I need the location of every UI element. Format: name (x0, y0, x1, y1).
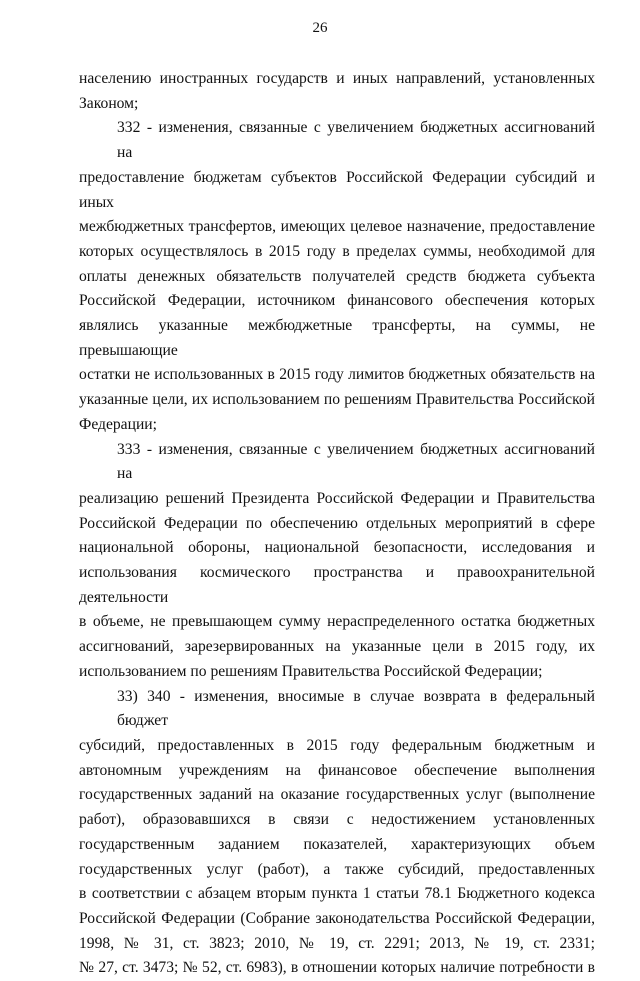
text-line: остатки не использованных в 2015 году лимитов бюджетных обязательств на (79, 366, 595, 384)
text-line: 332 - изменения, связанные с увеличением бюджетных ассигнований на (117, 119, 595, 162)
text-line: национальной обороны, национальной безопасности, исследования и (79, 539, 595, 557)
text-line: работ), образовавшихся в связи с недостижением установленных (79, 811, 595, 829)
text-line: Федерации; (79, 415, 157, 433)
text-line: предоставление бюджетам субъектов Российской Федерации субсидий и иных (79, 168, 595, 211)
text-line: ассигнований, зарезервированных на указанные цели в 2015 году, их (79, 638, 595, 656)
text-line: населению иностранных государств и иных направлений, установленных (79, 70, 595, 87)
text-line: Законом; (79, 94, 139, 112)
text-line: автономным учреждениям на финансовое обеспечение выполнения (79, 761, 595, 779)
text-line: субсидий, предоставленных в 2015 году федеральным бюджетным и (79, 736, 595, 754)
document-body (79, 67, 595, 981)
text-line: Российской Федерации по обеспечению отдельных мероприятий в сфере (79, 514, 595, 532)
text-line: Российской Федерации (Собрание законодательства Российской Федерации, (79, 909, 595, 927)
paragraph-item-333 (79, 438, 595, 685)
text-line: использованием по решениям Правительства Российской Федерации; (79, 662, 543, 680)
page-number: 26 (312, 20, 328, 36)
text-line: в объеме, не превышающем сумму нераспределенного остатка бюджетных (79, 613, 595, 631)
text-line: государственных услуг (работ), а также субсидий, предоставленных (79, 860, 595, 878)
paragraph-item-332 (79, 116, 595, 437)
text-line: Российской Федерации, источником финансового обеспечения которых (79, 292, 595, 310)
text-line: государственных заданий на оказание государственных услуг (выполнение (79, 786, 595, 804)
text-line: указанные цели, их использованием по решениям Правительства Российской (79, 391, 595, 409)
text-line: реализацию решений Президента Российской Федерации и Правительства (79, 489, 595, 507)
paragraph-continuation (79, 67, 595, 116)
text-line: 33) 340 - изменения, вносимые в случае возврата в федеральный бюджет (117, 687, 595, 730)
paragraph-item-33-340 (79, 685, 595, 981)
text-line: оплаты денежных обязательств получателей средств бюджета субъекта (79, 267, 595, 285)
text-line: государственным заданием показателей, характеризующих объем (79, 835, 595, 853)
text-line: которых осуществлялось в 2015 году в пределах суммы, необходимой для (79, 242, 595, 260)
text-line: 333 - изменения, связанные с увеличением бюджетных ассигнований на (117, 440, 595, 483)
text-line: использования космического пространства и правоохранительной деятельности (79, 564, 595, 606)
text-line: являлись указанные межбюджетные трансферты, на суммы, не превышающие (79, 317, 595, 359)
text-line: 1998, № 31, ст. 3823; 2010, № 19, ст. 2291; 2013, № 19, ст. 2331; (79, 934, 595, 952)
text-line: № 27, ст. 3473; № 52, ст. 6983), в отношении которых наличие потребности в (79, 959, 595, 977)
text-line: межбюджетных трансфертов, имеющих целевое назначение, предоставление (79, 218, 595, 236)
text-line: в соответствии с абзацем вторым пункта 1 статьи 78.1 Бюджетного кодекса (79, 885, 595, 903)
